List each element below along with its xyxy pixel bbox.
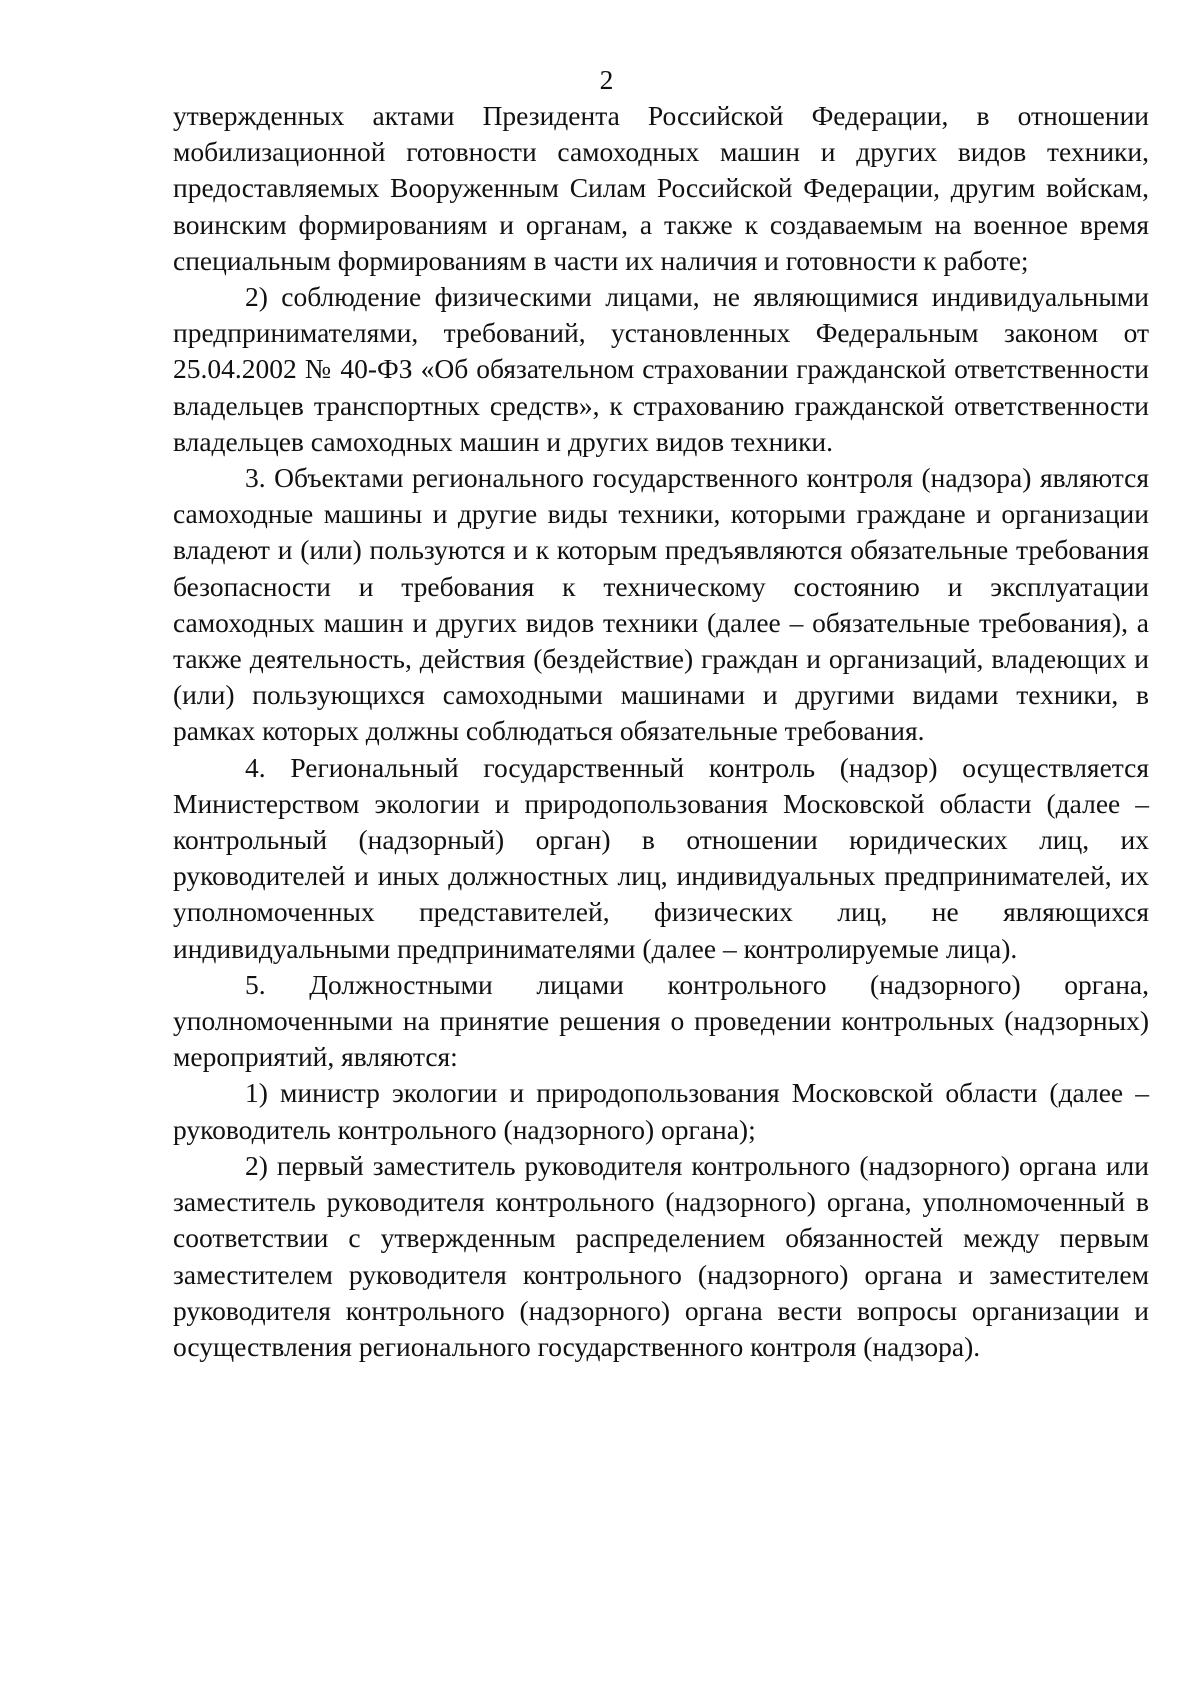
paragraph-item-2-deputy: 2) первый заместитель руководителя контрольного (надзорного) органа или заместитель руководителя контрольного (надзорного) органа, уполномоченный в соответствии с утвержденным распределением обязанностей между первым заместителем руководителя контрольного (надзорного) органа и заместителем руководителя контрольного (надзорного) органа вести вопросы организации и осуществления регионального государственного контроля (надзора). — [173, 1149, 1149, 1362]
paragraph-3-control-objects: 3. Объектами регионального государственного контроля (надзора) являются самоходные машины и другие виды техники, которыми граждане и организации владеют и (или) пользуются и к которым предъявляются обязательные требования безопасности и требования к техническому состоянию и эксплуатации самоходных машин и других видов техники (далее – обязательные требования), а также деятельность, действия (бездействие) граждан и организаций, владеющих и (или) пользующихся самоходными машинами и другими видами техники, в рамках которых должны соблюдаться обязательные требования. — [173, 462, 1149, 747]
paragraph-4-control-authority: 4. Региональный государственный контроль (надзор) осуществляется Министерством экологии и природопользования Московской области (далее – контрольный (надзорный) орган) в отношении юридических лиц, их руководителей и иных должностных лиц, индивидуальных предпринимателей, их уполномоченных представителей, физических лиц, не являющихся индивидуальными предпринимателями (далее – контролируемые лица). — [173, 751, 1149, 964]
paragraph-item-2-osago: 2) соблюдение физическими лицами, не являющимися индивидуальными предпринимателями, требований, установленных Федеральным законом от 25.04.2002 № 40-ФЗ «Об обязательном страховании гражданской ответственности владельцев транспортных средств», к страхованию гражданской ответственности владельцев самоходных машин и других видов техники. — [173, 281, 1149, 457]
document-body — [173, 98, 1149, 1365]
paragraph-5-officials: 5. Должностными лицами контрольного (надзорного) органа, уполномоченными на принятие решения о проведении контрольных (надзорных) мероприятий, являются: — [173, 968, 1149, 1073]
paragraph-item-1-minister: 1) министр экологии и природопользования Московской области (далее – руководитель контрольного (надзорного) органа); — [173, 1077, 1149, 1145]
page-number: 2 — [599, 64, 614, 95]
paragraph-continuation: утвержденных актами Президента Российской Федерации, в отношении мобилизационной готовности самоходных машин и других видов техники, предоставляемых Вооруженным Силам Российской Федерации, другим войскам, воинским формированиям и органам, а также к создаваемым на военное время специальным формированиям в части их наличия и готовности к работе; — [173, 100, 1149, 276]
